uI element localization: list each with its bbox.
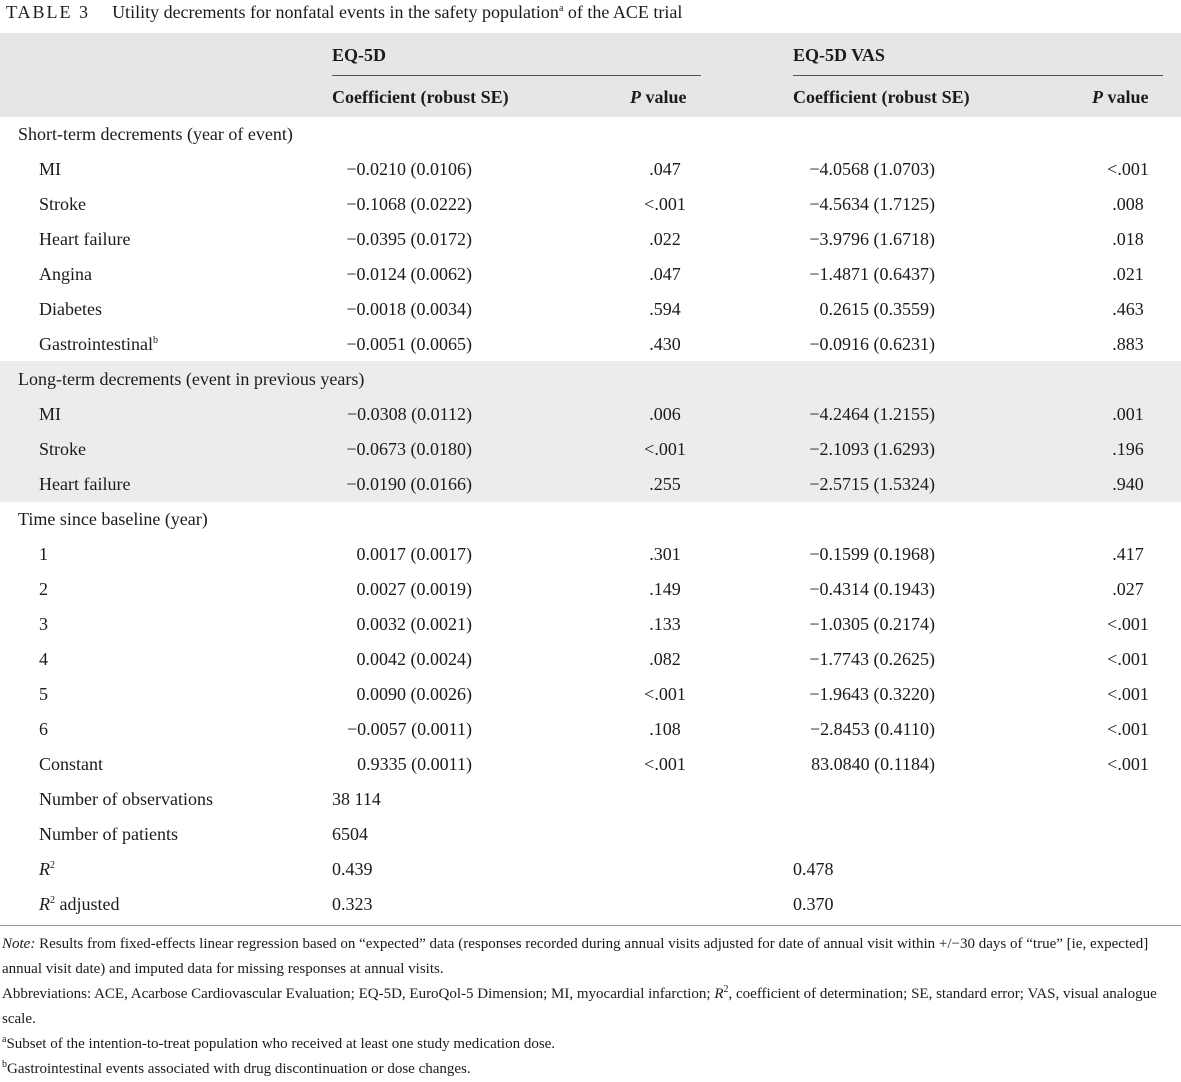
stat-label: Number of patients bbox=[39, 824, 178, 844]
vas-p-value: <.001 bbox=[1107, 614, 1149, 634]
row-label: MI bbox=[39, 404, 61, 424]
eq5d-p-value: .082 bbox=[649, 649, 681, 669]
col-header-eq-p: P value bbox=[630, 87, 687, 107]
row-label: Angina bbox=[39, 264, 92, 284]
eq5d-coefficient: −0.0018 (0.0034) bbox=[346, 299, 472, 319]
row-label: Gastrointestinal$^b$ bbox=[39, 334, 158, 354]
vas-coefficient: −4.0568 (1.0703) bbox=[809, 159, 935, 179]
vas-p-value: <.001 bbox=[1107, 684, 1149, 704]
row-label: 4 bbox=[39, 649, 48, 669]
vas-coefficient: −1.4871 (0.6437) bbox=[809, 264, 935, 284]
eq5d-p-value: <.001 bbox=[644, 194, 686, 214]
row-label: Stroke bbox=[39, 194, 86, 214]
vas-p-value: .027 bbox=[1112, 579, 1144, 599]
col-header-vas-coef: Coefficient (robust SE) bbox=[793, 87, 970, 107]
table-caption bbox=[6, 2, 682, 23]
eq5d-p-value: .133 bbox=[649, 614, 681, 634]
eq5d-coefficient: −0.0395 (0.0172) bbox=[346, 229, 472, 249]
col-header-vas-p: P value bbox=[1092, 87, 1149, 107]
vas-p-value: .463 bbox=[1112, 299, 1144, 319]
vas-coefficient: −0.4314 (0.1943) bbox=[809, 579, 935, 599]
vas-coefficient: −2.5715 (1.5324) bbox=[809, 474, 935, 494]
vas-coefficient: −4.2464 (1.2155) bbox=[809, 404, 935, 424]
row-label: Constant bbox=[39, 754, 104, 774]
eq5d-coefficient: 0.0090 (0.0026) bbox=[356, 684, 472, 704]
stat-eq5d-value: 38 114 bbox=[332, 789, 381, 809]
eq5d-p-value: .149 bbox=[649, 579, 681, 599]
stat-label: $R^2$ adjusted bbox=[39, 894, 120, 914]
vas-p-value: .883 bbox=[1112, 334, 1144, 354]
footnote-marker: b bbox=[152, 335, 158, 346]
vas-p-value: <.001 bbox=[1107, 719, 1149, 739]
stat-vas-value: 0.478 bbox=[793, 859, 834, 879]
eq5d-coefficient: 0.0042 (0.0024) bbox=[356, 649, 472, 669]
eq5d-coefficient: 0.0032 (0.0021) bbox=[356, 614, 472, 634]
row-label: 2 bbox=[39, 579, 48, 599]
note-paragraph: Note: Results from fixed-effects linear regression based on “expected” data (responses recorded during annual visits adjusted for date of annual visit within +/−30 days of “true” [ie, expected] annual visit date) and imputed data for missing responses at annual visits. bbox=[2, 936, 1149, 977]
eq5d-coefficient: −0.0308 (0.0112) bbox=[347, 404, 472, 424]
row-label: MI bbox=[39, 159, 61, 179]
abbreviations-paragraph: Abbreviations: ACE, Acarbose Cardiovascular Evaluation; EQ-5D, EuroQol-5 Dimension; MI, myocardial infarction; $R^2$, coefficient of determination; SE, standard error; VAS, visual analogue scale. bbox=[2, 984, 1157, 1027]
table-label: TABLE 3 bbox=[6, 2, 91, 22]
eq5d-coefficient: −0.1068 (0.0222) bbox=[346, 194, 472, 214]
row-label: 5 bbox=[39, 684, 48, 704]
vas-coefficient: −4.5634 (1.7125) bbox=[809, 194, 935, 214]
vas-coefficient: −2.8453 (0.4110) bbox=[810, 719, 935, 739]
section-heading: Long-term decrements (event in previous years) bbox=[18, 369, 365, 389]
caption-text: Utility decrements for nonfatal events in the safety population bbox=[112, 2, 559, 22]
group-underline-eq5d-vas bbox=[793, 75, 1163, 76]
eq5d-p-value: <.001 bbox=[644, 439, 686, 459]
eq5d-p-value: <.001 bbox=[644, 684, 686, 704]
stat-label: $R^2$ bbox=[39, 859, 55, 879]
caption-superscript: a bbox=[558, 3, 564, 14]
eq5d-p-value: <.001 bbox=[644, 754, 686, 774]
eq5d-p-value: .108 bbox=[649, 719, 681, 739]
col-header-eq-coef: Coefficient (robust SE) bbox=[332, 87, 509, 107]
row-label: Stroke bbox=[39, 439, 86, 459]
section-heading: Short-term decrements (year of event) bbox=[18, 124, 293, 144]
vas-p-value: <.001 bbox=[1107, 159, 1149, 179]
vas-p-value: .018 bbox=[1112, 229, 1144, 249]
table-notes bbox=[2, 932, 1179, 1082]
row-label: 6 bbox=[39, 719, 48, 739]
row-label: 3 bbox=[39, 614, 48, 634]
eq5d-p-value: .301 bbox=[649, 544, 681, 564]
eq5d-p-value: .430 bbox=[649, 334, 681, 354]
eq5d-p-value: .022 bbox=[649, 229, 681, 249]
vas-p-value: .001 bbox=[1112, 404, 1144, 424]
eq5d-coefficient: −0.0190 (0.0166) bbox=[346, 474, 472, 494]
group-header-eq5d: EQ-5D bbox=[332, 45, 386, 65]
group-header-eq5d-vas: EQ-5D VAS bbox=[793, 45, 885, 65]
eq5d-coefficient: −0.0210 (0.0106) bbox=[346, 159, 472, 179]
vas-p-value: .940 bbox=[1112, 474, 1144, 494]
eq5d-p-value: .255 bbox=[649, 474, 681, 494]
vas-p-value: <.001 bbox=[1107, 649, 1149, 669]
table-bottom-rule bbox=[0, 925, 1181, 926]
vas-coefficient: −1.0305 (0.2174) bbox=[809, 614, 935, 634]
vas-p-value: .417 bbox=[1112, 544, 1144, 564]
vas-coefficient: 0.2615 (0.3559) bbox=[819, 299, 935, 319]
vas-coefficient: −0.0916 (0.6231) bbox=[809, 334, 935, 354]
eq5d-p-value: .047 bbox=[649, 264, 681, 284]
vas-coefficient: −3.9796 (1.6718) bbox=[809, 229, 935, 249]
eq5d-p-value: .594 bbox=[649, 299, 681, 319]
eq5d-coefficient: −0.0057 (0.0011) bbox=[347, 719, 472, 739]
footnote-b: $^b$Gastrointestinal events associated with drug discontinuation or dose changes. bbox=[2, 1059, 471, 1077]
row-label: Heart failure bbox=[39, 474, 131, 494]
vas-coefficient: −2.1093 (1.6293) bbox=[809, 439, 935, 459]
eq5d-p-value: .006 bbox=[649, 404, 681, 424]
row-label: Heart failure bbox=[39, 229, 131, 249]
row-label: Diabetes bbox=[39, 299, 102, 319]
stat-label: Number of observations bbox=[39, 789, 213, 809]
caption-text-end: of the ACE trial bbox=[563, 2, 683, 22]
stat-vas-value: 0.370 bbox=[793, 894, 834, 914]
vas-coefficient: −1.9643 (0.3220) bbox=[809, 684, 935, 704]
eq5d-coefficient: −0.0051 (0.0065) bbox=[346, 334, 472, 354]
eq5d-coefficient: 0.0027 (0.0019) bbox=[356, 579, 472, 599]
vas-coefficient: −0.1599 (0.1968) bbox=[809, 544, 935, 564]
eq5d-coefficient: −0.0673 (0.0180) bbox=[346, 439, 472, 459]
vas-p-value: .196 bbox=[1112, 439, 1144, 459]
eq5d-coefficient: −0.0124 (0.0062) bbox=[346, 264, 472, 284]
stat-eq5d-value: 0.323 bbox=[332, 894, 373, 914]
section-heading: Time since baseline (year) bbox=[18, 509, 208, 529]
stat-eq5d-value: 6504 bbox=[332, 824, 368, 844]
vas-coefficient: −1.7743 (0.2625) bbox=[809, 649, 935, 669]
footnote-a: $^a$Subset of the intention-to-treat population who received at least one study medication dose. bbox=[2, 1034, 556, 1052]
vas-p-value: <.001 bbox=[1107, 754, 1149, 774]
eq5d-p-value: .047 bbox=[649, 159, 681, 179]
stat-eq5d-value: 0.439 bbox=[332, 859, 373, 879]
vas-p-value: .008 bbox=[1112, 194, 1144, 214]
vas-p-value: .021 bbox=[1112, 264, 1144, 284]
group-underline-eq5d bbox=[332, 75, 701, 76]
vas-coefficient: 83.0840 (0.1184) bbox=[811, 754, 935, 774]
row-label: 1 bbox=[39, 544, 48, 564]
eq5d-coefficient: 0.0017 (0.0017) bbox=[356, 544, 472, 564]
eq5d-coefficient: 0.9335 (0.0011) bbox=[357, 754, 472, 774]
